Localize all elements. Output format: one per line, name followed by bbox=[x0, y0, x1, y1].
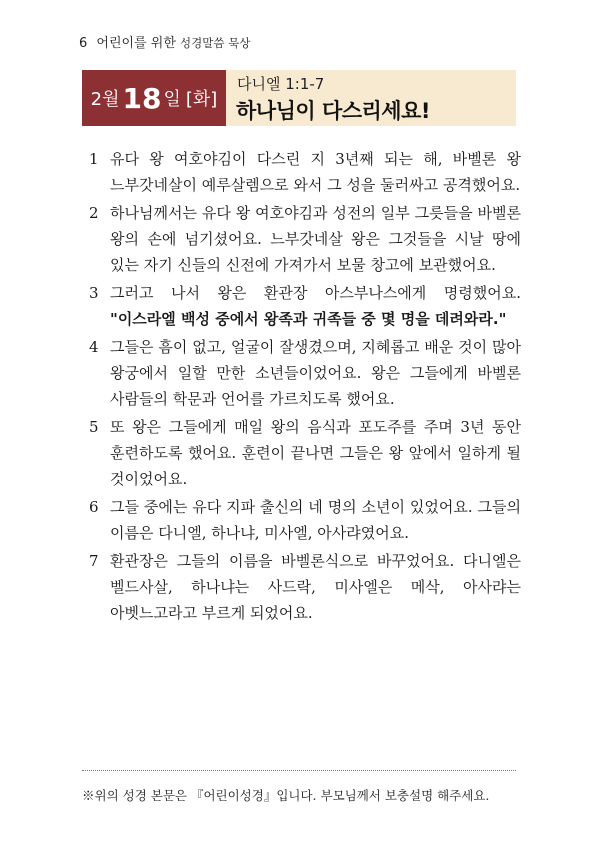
verse-list bbox=[89, 146, 521, 626]
running-head bbox=[79, 32, 250, 51]
verse-item bbox=[89, 280, 521, 332]
verse-number: 5 bbox=[89, 418, 99, 436]
verse-text: 또 왕은 그들에게 매일 왕의 음식과 포도주를 주며 3년 동안 훈련하도록 했어요. 훈련이 끝나면 그들은 왕 앞에서 일하게 될 것이었어요. bbox=[110, 418, 521, 488]
verse-item bbox=[89, 414, 521, 492]
date-month: 2월 bbox=[90, 89, 120, 110]
verse-item bbox=[89, 494, 521, 546]
verse-item bbox=[89, 146, 521, 198]
verse-number: 6 bbox=[89, 498, 99, 516]
page-title: 하나님이 다스리세요! bbox=[236, 99, 430, 123]
date-box bbox=[82, 70, 226, 126]
verse-number: 3 bbox=[89, 284, 99, 302]
verse-item bbox=[89, 548, 521, 626]
scripture-reference: 다니엘 1:1-7 bbox=[237, 75, 325, 93]
verse-number: 7 bbox=[89, 552, 99, 570]
verse-number: 2 bbox=[89, 204, 99, 222]
verse-text: 하나님께서는 유다 왕 여호야김과 성전의 일부 그릇들을 바벨론 왕의 손에 넘기셨어요. 느부갓네살 왕은 그것들을 시날 땅에 있는 자기 신들의 신전에 가져가서 보물 창고에 보관했어요. bbox=[110, 204, 521, 274]
devotion-header bbox=[82, 70, 516, 126]
verse-text: 유다 왕 여호야김이 다스린 지 3년째 되는 해, 바벨론 왕 느부갓네살이 예루살렘으로 와서 그 성을 둘러싸고 공격했어요. bbox=[110, 150, 521, 194]
verse-quote: "이스라엘 백성 중에서 왕족과 귀족들 중 몇 명을 데려와라." bbox=[110, 310, 507, 328]
verse-text: 그들은 흠이 없고, 얼굴이 잘생겼으며, 지혜롭고 배운 것이 많아 왕궁에서 일할 만한 소년들이었어요. 왕은 그들에게 바벨론 사람들의 학문과 언어를 가르치도록 했어요. bbox=[110, 338, 521, 408]
title-box bbox=[226, 70, 516, 126]
series-title: 성경말씀 묵상 bbox=[180, 36, 251, 50]
verse-text: 환관장은 그들의 이름을 바벨론식으로 바꾸었어요. 다니엘은 벨드사살, 하나냐는 사드락, 미사엘은 메삭, 아사랴는 아벳느고라고 부르게 되었어요. bbox=[110, 552, 521, 622]
date-day-number: 18 bbox=[122, 81, 162, 115]
date-day-suffix: 일 bbox=[163, 89, 181, 110]
verse-item bbox=[89, 200, 521, 278]
book-title: 어린이를 위한 bbox=[96, 36, 176, 51]
page-number: 6 bbox=[79, 36, 88, 51]
verse-item bbox=[89, 334, 521, 412]
verse-number: 4 bbox=[89, 338, 99, 356]
verse-number: 1 bbox=[89, 150, 99, 168]
date-weekday: [화] bbox=[185, 89, 218, 110]
footnote-divider bbox=[82, 770, 516, 771]
verse-text: 그들 중에는 유다 지파 출신의 네 명의 소년이 있었어요. 그들의 이름은 다니엘, 하나냐, 미사엘, 아사랴였어요. bbox=[110, 498, 521, 542]
verse-text: 그러고 나서 왕은 환관장 아스부나스에게 명령했어요. bbox=[110, 284, 521, 302]
footnote: ※위의 성경 본문은 『어린이성경』입니다. 부모님께서 보충설명 해주세요. bbox=[82, 788, 490, 803]
